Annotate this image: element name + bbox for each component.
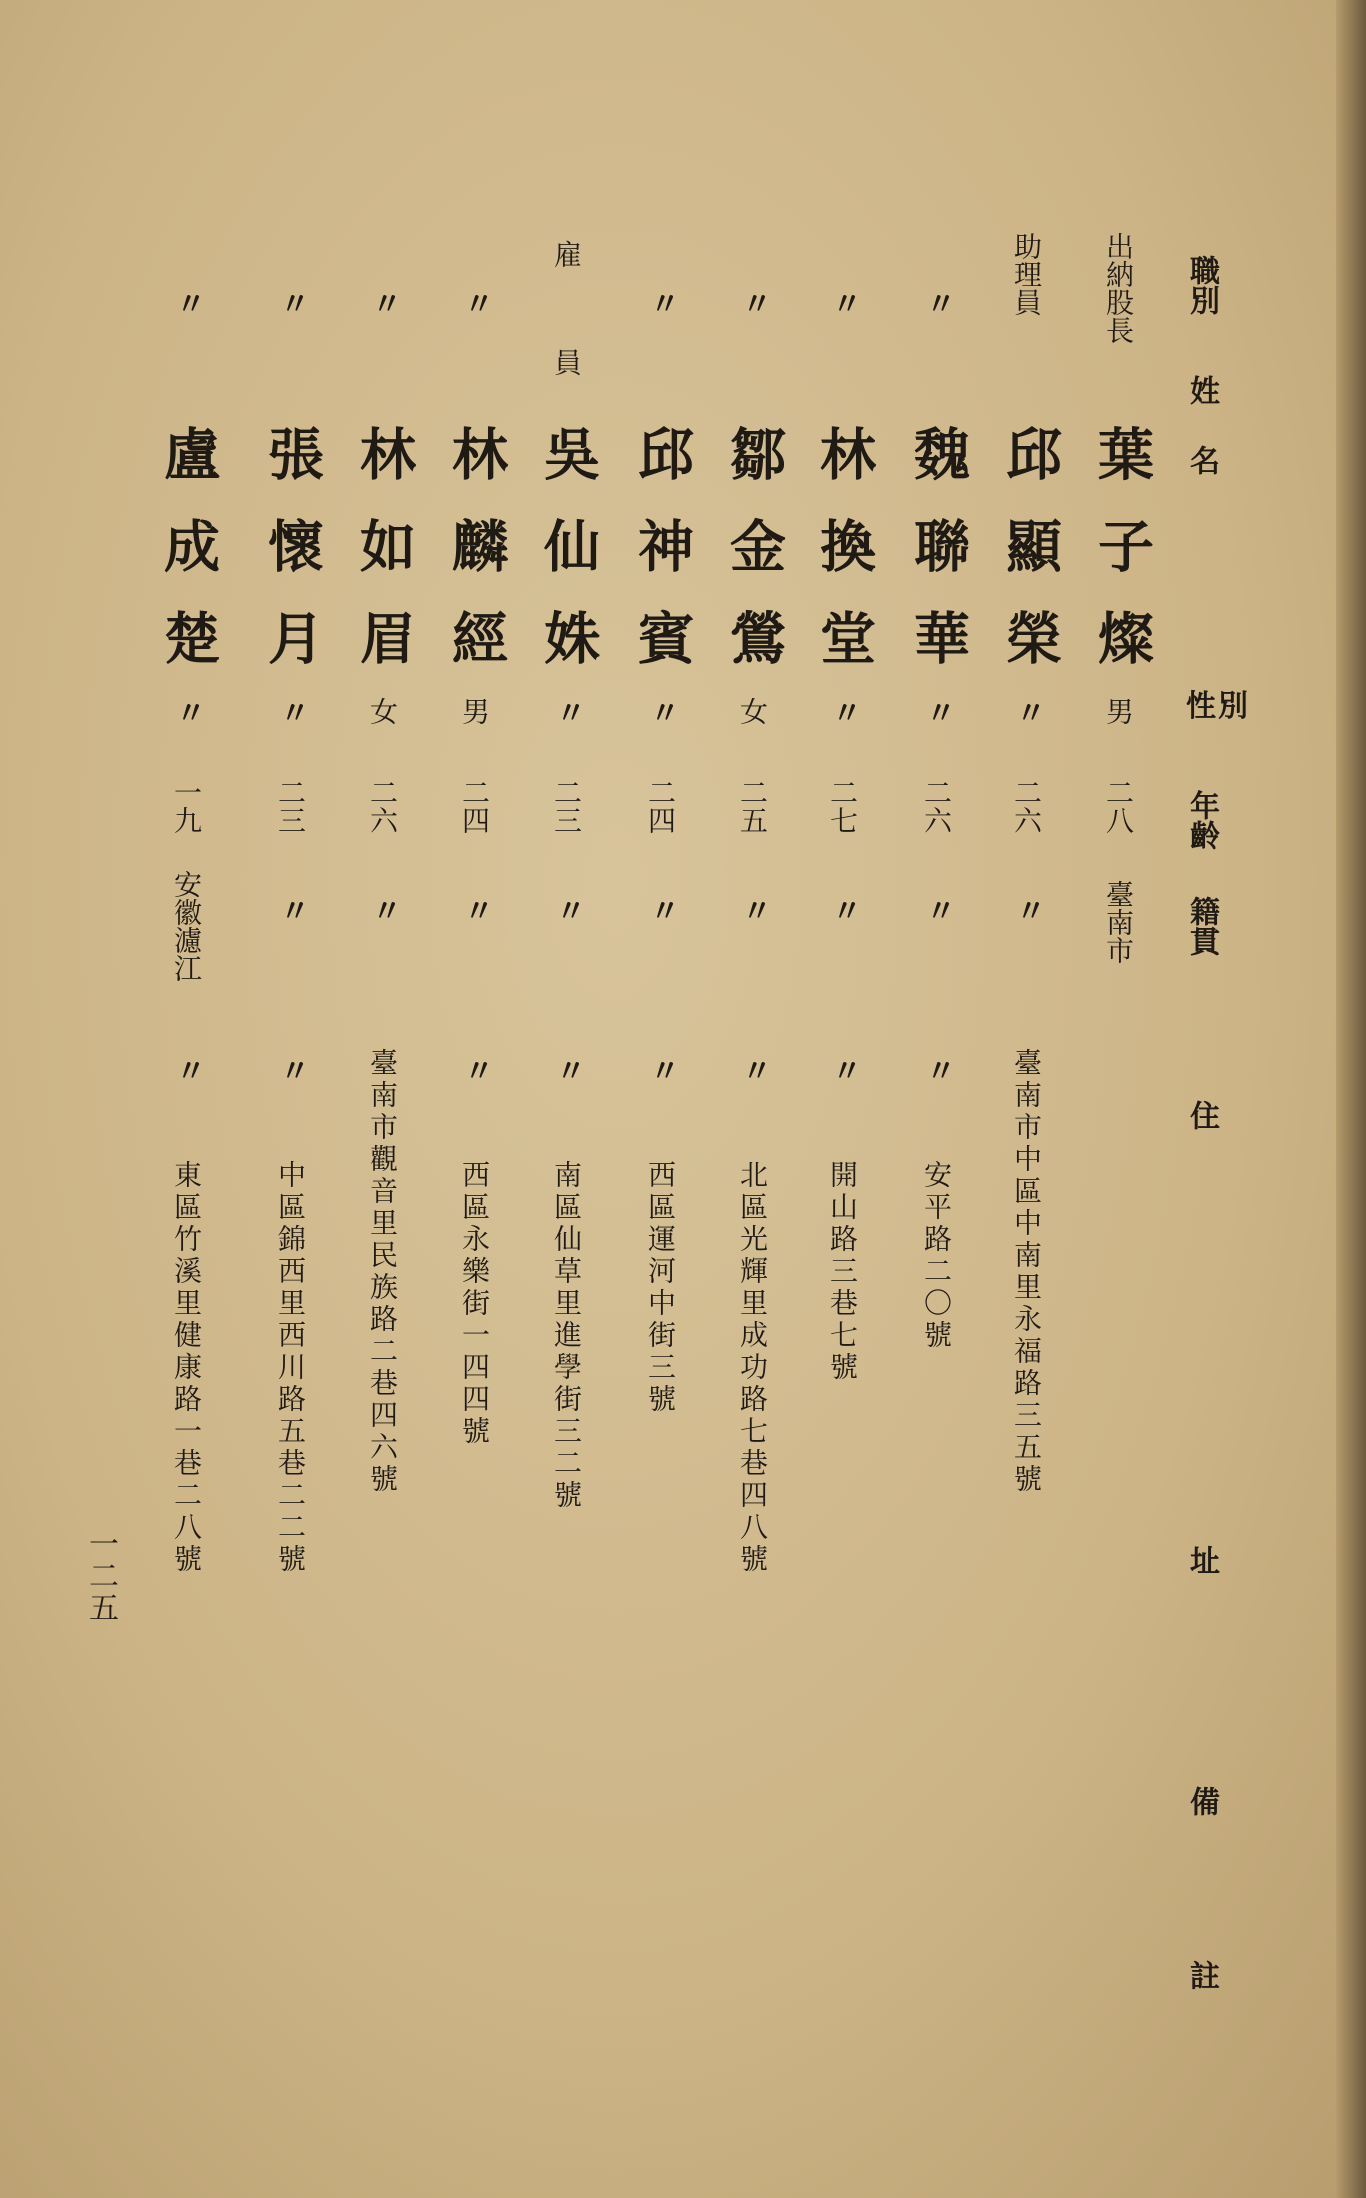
record-title: 助理員 bbox=[1010, 232, 1043, 316]
header-address-1: 住 bbox=[1184, 1100, 1219, 1130]
record-name: 鄒金鶯 bbox=[721, 425, 787, 701]
record-name: 葉子燦 bbox=[1089, 425, 1155, 701]
record-address: 安平路二〇號 bbox=[920, 1160, 953, 1352]
record-origin: 〃 bbox=[458, 895, 493, 925]
record-address: 西區運河中街三號 bbox=[644, 1160, 677, 1416]
record-age: 二六 bbox=[366, 778, 399, 834]
record-age: 二六 bbox=[920, 778, 953, 834]
record-address-ditto: 〃 bbox=[826, 1055, 861, 1085]
record-age: 二七 bbox=[826, 778, 859, 834]
record-age: 一九 bbox=[170, 778, 203, 834]
book-gutter bbox=[1336, 0, 1366, 2198]
record-origin: 安徽濾江 bbox=[170, 870, 203, 982]
record-age: 二五 bbox=[736, 778, 769, 834]
record-sex: 女 bbox=[736, 697, 769, 725]
record-title: 〃 bbox=[458, 288, 493, 318]
record-sex: 女 bbox=[366, 697, 399, 725]
header-remarks-2: 註 bbox=[1184, 1960, 1219, 1990]
record-age: 二四 bbox=[458, 778, 491, 834]
record-address-ditto: 〃 bbox=[736, 1055, 771, 1085]
record-name: 林換堂 bbox=[811, 425, 877, 701]
record-title: 〃 bbox=[826, 288, 861, 318]
header-age: 年齡 bbox=[1184, 790, 1219, 850]
record-name: 吳仙姝 bbox=[535, 425, 601, 701]
record-address: 臺南市中區中南里永福路三五號 bbox=[1010, 1048, 1043, 1496]
record-age: 二六 bbox=[1010, 778, 1043, 834]
record-address-ditto: 〃 bbox=[550, 1055, 585, 1085]
record-age: 二四 bbox=[644, 778, 677, 834]
record-title: 〃 bbox=[366, 288, 401, 318]
record-title: 〃 bbox=[736, 288, 771, 318]
record-origin: 〃 bbox=[644, 895, 679, 925]
record-origin: 〃 bbox=[550, 895, 585, 925]
record-age: 二三 bbox=[550, 778, 583, 834]
record-origin: 〃 bbox=[366, 895, 401, 925]
record-address: 北區光輝里成功路七巷四八號 bbox=[736, 1160, 769, 1576]
record-sex: 〃 bbox=[826, 697, 861, 727]
record-origin: 〃 bbox=[1010, 895, 1045, 925]
record-origin: 〃 bbox=[736, 895, 771, 925]
record-address: 西區永樂街一四四號 bbox=[458, 1160, 491, 1448]
record-address-ditto: 〃 bbox=[274, 1055, 309, 1085]
record-origin: 〃 bbox=[274, 895, 309, 925]
record-title: 〃 bbox=[170, 288, 205, 318]
header-address-2: 址 bbox=[1184, 1545, 1219, 1575]
record-origin: 〃 bbox=[826, 895, 861, 925]
record-name: 林麟經 bbox=[443, 425, 509, 701]
record-address: 東區竹溪里健康路一巷二八號 bbox=[170, 1160, 203, 1576]
record-address-ditto: 〃 bbox=[644, 1055, 679, 1085]
record-title: 出納股長 bbox=[1102, 232, 1135, 344]
record-sex: 〃 bbox=[274, 697, 309, 727]
record-address: 南區仙草里進學街三二號 bbox=[550, 1160, 583, 1512]
record-address-ditto: 〃 bbox=[458, 1055, 493, 1085]
record-sex: 〃 bbox=[170, 697, 205, 727]
record-name: 張懷月 bbox=[259, 425, 325, 701]
record-name: 盧成楚 bbox=[155, 425, 221, 701]
record-name: 邱神賓 bbox=[629, 425, 695, 701]
record-sex: 〃 bbox=[1010, 697, 1045, 727]
record-name: 邱顯榮 bbox=[997, 425, 1063, 701]
record-age: 二八 bbox=[1102, 778, 1135, 834]
record-origin: 〃 bbox=[920, 895, 955, 925]
record-address: 臺南市觀音里民族路二巷四六號 bbox=[366, 1048, 399, 1496]
record-title: 雇員 bbox=[550, 240, 583, 456]
header-occupation: 職別 bbox=[1184, 255, 1219, 315]
record-age: 二三 bbox=[274, 778, 307, 834]
header-name: 姓名 bbox=[1184, 375, 1219, 515]
record-address-ditto: 〃 bbox=[920, 1055, 955, 1085]
record-origin: 臺南市 bbox=[1102, 880, 1135, 964]
header-sex: 性別 bbox=[1186, 689, 1250, 724]
record-address: 開山路三巷七號 bbox=[826, 1160, 859, 1384]
record-sex: 〃 bbox=[550, 697, 585, 727]
record-title: 〃 bbox=[274, 288, 309, 318]
record-name: 魏聯華 bbox=[905, 425, 971, 701]
header-native-place: 籍貫 bbox=[1184, 896, 1219, 956]
record-sex: 〃 bbox=[644, 697, 679, 727]
record-address-ditto: 〃 bbox=[170, 1055, 205, 1085]
record-sex: 男 bbox=[1102, 697, 1135, 725]
record-name: 林如眉 bbox=[351, 425, 417, 701]
record-address: 中區錦西里西川路五巷二二號 bbox=[274, 1160, 307, 1576]
page-number: 一二五 bbox=[83, 1528, 118, 1624]
record-title: 〃 bbox=[644, 288, 679, 318]
header-remarks-1: 備 bbox=[1184, 1786, 1219, 1816]
record-title: 〃 bbox=[920, 288, 955, 318]
record-sex: 男 bbox=[458, 697, 491, 725]
record-sex: 〃 bbox=[920, 697, 955, 727]
